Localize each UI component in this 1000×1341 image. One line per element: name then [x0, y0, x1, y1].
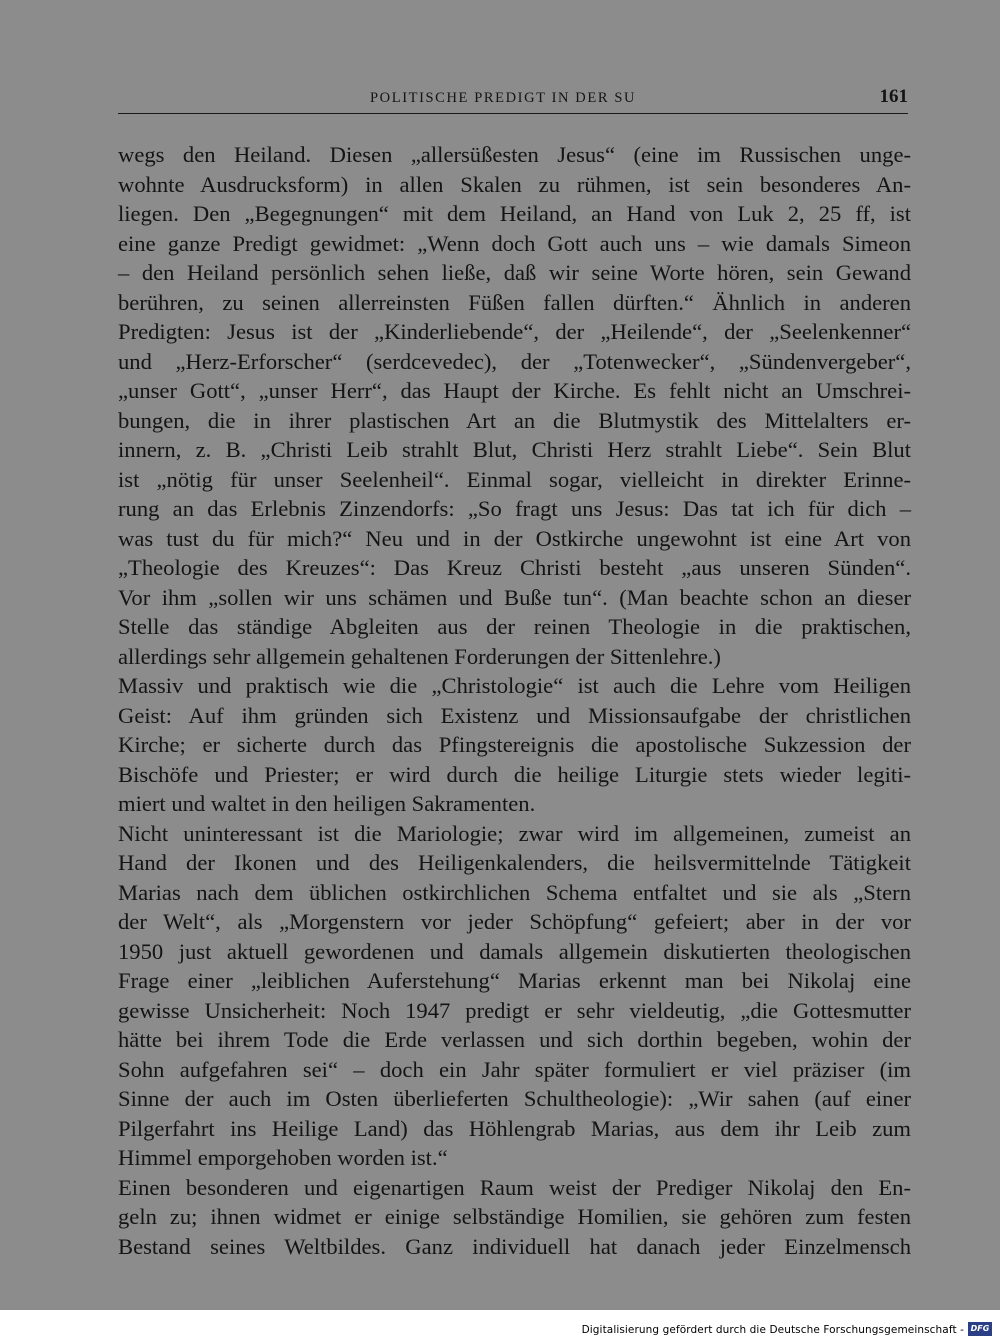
- text-line: liegen. Den „Begegnungen“ mit dem Heiland, an Hand von Luk 2, 25 ff, ist: [118, 201, 911, 226]
- text-line: wegs den Heiland. Diesen „allersüßesten Jesus“ (eine im Russischen unge-: [118, 142, 911, 167]
- running-head: [118, 86, 908, 110]
- text-line: 1950 just aktuell gewordenen und damals allgemein diskutierten theologischen: [118, 938, 911, 964]
- text-line: Nicht uninteressant ist die Mariologie; zwar wird im allgemeinen, zumeist an: [118, 820, 911, 846]
- running-title: POLITISCHE PREDIGT IN DER SU: [370, 90, 637, 106]
- text-line: Bestand seines Weltbildes. Ganz individuell hat danach jeder Einzelmensch: [118, 1233, 911, 1259]
- text-line: der Welt“, als „Morgenstern vor jeder Schöpfung“ gefeiert; aber in der vor: [118, 909, 911, 934]
- text-line: Stelle das ständige Abgleiten aus der reinen Theologie in die praktischen,: [118, 614, 911, 639]
- text-line: – den Heiland persönlich sehen ließe, daß wir seine Worte hören, sein Gewand: [118, 260, 911, 285]
- text-line: innern, z. B. „Christi Leib strahlt Blut, Christi Herz strahlt Liebe“. Sein Blut: [118, 437, 911, 462]
- text-line: Sohn aufgefahren sei“ – doch ein Jahr später formuliert er viel präziser (im: [118, 1056, 911, 1082]
- digitization-footer: [0, 1310, 1000, 1341]
- text-line: Einen besonderen und eigenartigen Raum weist der Prediger Nikolaj den En-: [118, 1174, 911, 1200]
- text-line: allerdings sehr allgemein gehaltenen Forderungen der Sittenlehre.): [118, 643, 721, 669]
- text-line: wohnte Ausdrucksform) in allen Skalen zu rühmen, ist sein besonderes An-: [118, 171, 911, 197]
- text-line: „unser Gott“, „unser Herr“, das Haupt der Kirche. Es fehlt nicht an Umschrei-: [118, 378, 911, 403]
- text-line: bungen, die in ihrer plastischen Art an die Blutmystik des Mittelalters er-: [118, 407, 911, 433]
- dfg-logo-icon: DFG: [968, 1322, 992, 1336]
- text-line: gewisse Unsicherheit: Noch 1947 predigt er sehr vieldeutig, „die Gottesmutter: [118, 997, 911, 1023]
- text-line: hätte bei ihrem Tode die Erde verlassen und sich dorthin begeben, wohin der: [118, 1027, 911, 1052]
- text-line: berühren, zu seinen allerreinsten Füßen fallen dürften.“ Ähnlich in anderen: [118, 289, 911, 315]
- text-line: „Theologie des Kreuzes“: Das Kreuz Christi besteht „aus unseren Sünden“.: [118, 555, 911, 580]
- body-text: [118, 140, 911, 1261]
- text-line: Vor ihm „sollen wir uns schämen und Buße tun“. (Man beachte schon an dieser: [118, 584, 911, 610]
- text-line: was tust du für mich?“ Neu und in der Ostkirche ungewohnt ist eine Art von: [118, 525, 911, 551]
- text-line: Frage einer „leiblichen Auferstehung“ Marias erkennt man bei Nikolaj eine: [118, 968, 911, 993]
- text-line: eine ganze Predigt gewidmet: „Wenn doch Gott auch uns – wie damals Simeon: [118, 230, 911, 256]
- text-line: geln zu; ihnen widmet er einige selbständige Homilien, sie gehören zum festen: [118, 1204, 911, 1229]
- text-line: Hand der Ikonen und des Heiligenkalenders, die heilsvermittelnde Tätigkeit: [118, 850, 911, 875]
- text-line: rung an das Erlebnis Zinzendorfs: „So fragt uns Jesus: Das tat ich für dich –: [118, 496, 911, 521]
- text-line: Geist: Auf ihm gründen sich Existenz und Missionsaufgabe der christlichen: [118, 702, 911, 728]
- header-rule: [118, 113, 908, 114]
- text-line: Kirche; er sicherte durch das Pfingstereignis die apostolische Sukzession der: [118, 732, 911, 757]
- text-line: Marias nach dem üblichen ostkirchlichen Schema entfaltet und sie als „Stern: [118, 879, 911, 905]
- text-line: und „Herz-Erforscher“ (serdcevedec), der „Totenwecker“, „Sündenvergeber“,: [118, 348, 911, 374]
- text-line: Pilgerfahrt ins Heilige Land) das Höhlengrab Marias, aus dem ihr Leib zum: [118, 1115, 911, 1141]
- text-line: Sinne der auch im Osten überlieferten Schultheologie): „Wir sahen (auf einer: [118, 1086, 911, 1111]
- text-line: Massiv und praktisch wie die „Christologie“ ist auch die Lehre vom Heiligen: [118, 673, 911, 698]
- text-line: ist „nötig für unser Seelenheil“. Einmal sogar, vielleicht in direkter Erinne-: [118, 466, 911, 492]
- text-line: Bischöfe und Priester; er wird durch die heilige Liturgie stets wieder legiti-: [118, 761, 911, 787]
- funding-credit: Digitalisierung gefördert durch die Deutsche Forschungsgemeinschaft -: [581, 1324, 964, 1336]
- text-line: Predigten: Jesus ist der „Kinderliebende“, der „Heilende“, der „Seelenkenner“: [118, 319, 911, 344]
- page-number: 161: [879, 86, 908, 107]
- text-line: Himmel emporgehoben worden ist.“: [118, 1145, 448, 1170]
- text-line: miert und waltet in den heiligen Sakramenten.: [118, 791, 536, 816]
